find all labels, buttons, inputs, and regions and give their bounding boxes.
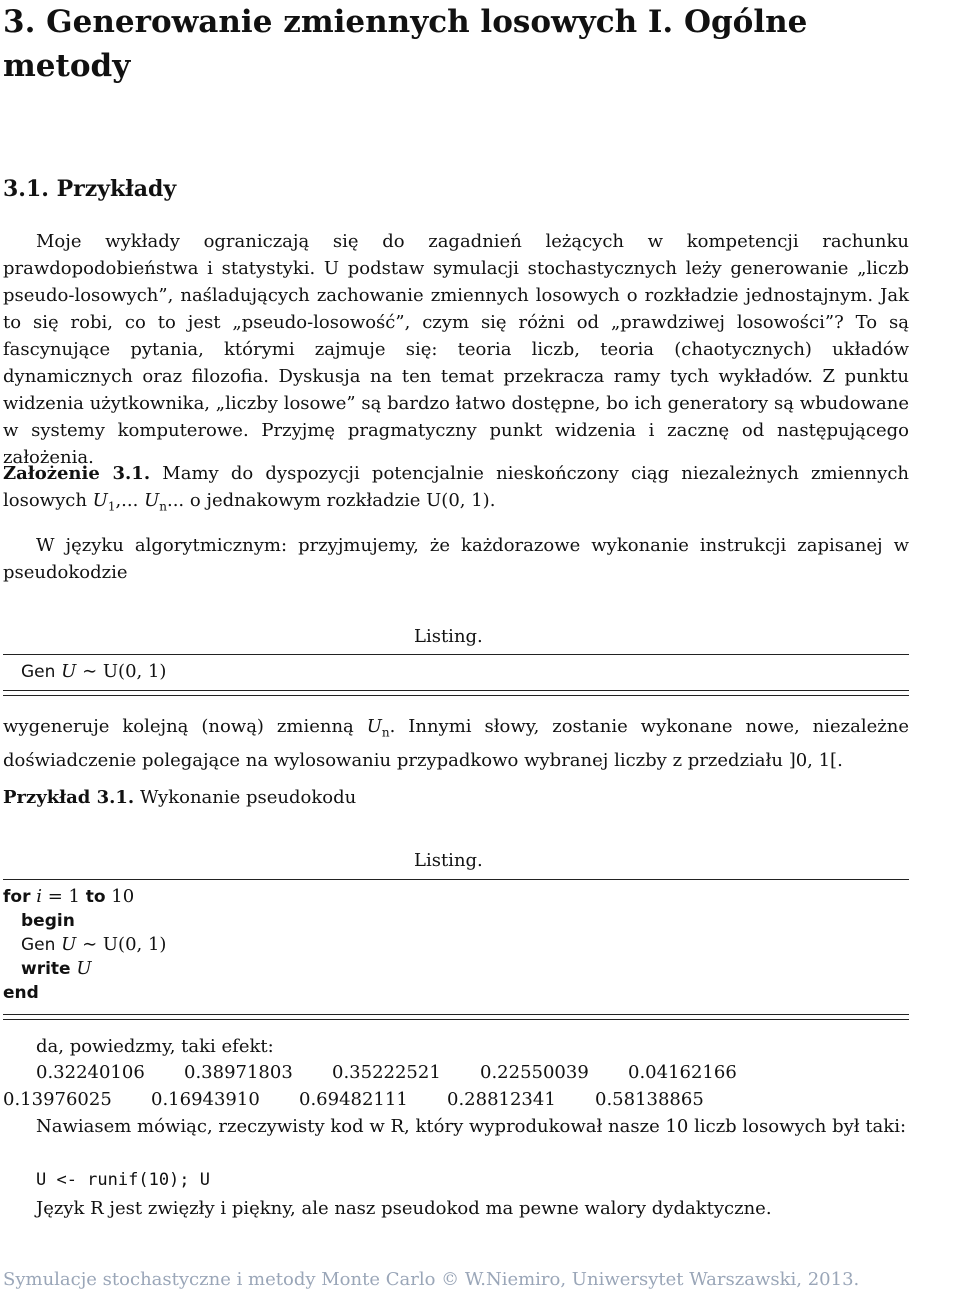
kw-for: for	[3, 887, 31, 907]
listing2-gen-var: U	[61, 934, 77, 955]
result-intro: da, powiedzmy, taki efekt:	[36, 1036, 274, 1057]
example-heading	[3, 784, 356, 811]
assumption-block	[3, 460, 909, 521]
listing2-dist: U(0, 1)	[102, 934, 167, 955]
assumption-var1: U	[92, 490, 108, 511]
after-listing1-paragraph	[3, 713, 909, 774]
number-cell: 0.69482111	[299, 1089, 408, 1110]
assumption-label: Założenie 3.1.	[3, 463, 151, 484]
listing1-gen-keyword: Gen	[21, 662, 56, 682]
numbers-row-1	[36, 1059, 737, 1086]
loop-var: i	[36, 886, 42, 907]
example-label: Przykład 3.1.	[3, 787, 135, 808]
assumption-text-before: Mamy do dyspozycji potencjalnie nieskończony ciąg niezależnych zmiennych losowych	[3, 463, 909, 511]
listing1-code-line	[21, 658, 166, 686]
numbers-row-2	[3, 1086, 704, 1113]
after-listing1-var: U	[366, 716, 382, 737]
number-cell: 0.22550039	[480, 1062, 589, 1083]
listing2-gen-keyword: Gen	[21, 935, 56, 955]
listing2-top-rule	[3, 879, 909, 880]
after-listing1-text-after: . Innymi słowy, zostanie wykonane nowe, niezależne doświadczenie polegające na wylosowaniu przypadkowo wybranej liczby z przedziału ]0, 1[.	[3, 716, 909, 771]
assumption-text-after: ... o jednakowym rozkładzie U(0, 1).	[166, 490, 496, 511]
algorithmic-paragraph: W języku algorytmicznym: przyjmujemy, że każdorazowe wykonanie instrukcji zapisanej w pseudokodzie	[3, 535, 909, 583]
loop-end-value: 10	[111, 886, 135, 907]
assumption-sub1: 1	[107, 499, 116, 514]
number-cell: 0.38971803	[184, 1062, 293, 1083]
chapter-title: 3. Generowanie zmiennych losowych I. Ogólne metody	[3, 4, 808, 84]
number-cell: 0.28812341	[447, 1089, 556, 1110]
listing2-bottom-rule-1	[3, 1014, 909, 1015]
listing2-write-var: U	[76, 958, 92, 979]
listing1-top-rule	[3, 654, 909, 655]
example-text: Wykonanie pseudokodu	[139, 787, 357, 808]
kw-end: end	[3, 983, 39, 1003]
listing2-label: Listing.	[414, 850, 483, 871]
kw-to: to	[85, 887, 106, 907]
listing2-tilde: ∼	[82, 934, 98, 955]
after-listing1-text-before: wygeneruje kolejną (nową) zmienną	[3, 716, 367, 737]
listing1-var: U	[61, 661, 77, 682]
kw-write: write	[21, 959, 71, 979]
number-cell: 0.32240106	[36, 1062, 145, 1083]
assumption-sub2: n	[159, 499, 167, 514]
section-heading: 3.1. Przykłady	[3, 176, 177, 202]
loop-eq: = 1	[47, 886, 80, 907]
assumption-mid: ,...	[115, 490, 145, 511]
number-cell: 0.16943910	[151, 1089, 260, 1110]
assumption-var2: U	[144, 490, 160, 511]
after-listing1-sub: n	[381, 725, 390, 740]
r-paragraph: Nawiasem mówiąc, rzeczywisty kod w R, który wyprodukował nasze 10 liczb losowych był taki:	[36, 1116, 907, 1137]
listing1-bottom-rule-1	[3, 690, 909, 691]
listing2-bottom-rule-2	[3, 1019, 909, 1020]
listing1-dist: U(0, 1)	[102, 661, 167, 682]
number-cell: 0.04162166	[628, 1062, 737, 1083]
kw-begin: begin	[21, 911, 75, 931]
listing1-tilde: ∼	[82, 661, 98, 682]
number-cell: 0.35222521	[332, 1062, 441, 1083]
closing-sentence: Język R jest zwięzły i piękny, ale nasz pseudokod ma pewne walory dydaktyczne.	[36, 1198, 772, 1219]
listing2-line-end	[3, 979, 39, 1007]
intro-paragraph: Moje wykłady ograniczają się do zagadnień leżących w kompetencji rachunku prawdopodobieństwa i statystyki. U podstaw symulacji stochastycznych leży generowanie „liczb pseudo-losowych”, naśladujących zachowanie zmiennych losowych o rozkładzie jednostajnym. Jak to się robi, co to jest „pseudo-losowość”, czym się różni od „prawdziwej losowości”? To są fascynujące pytania, którymi zajmuje się: teoria liczb, teoria (chaotycznych) układów dynamicznych oraz filozofia. Dyskusja na ten temat przekracza ramy tych wykładów. Z punktu widzenia użytkownika, „liczby losowe” są bardzo łatwo dostępne, bo ich generatory są wbudowane w systemy komputerowe. Przyjmę pragmatyczny punkt widzenia i zacznę od następującego założenia.	[3, 231, 909, 468]
page-footer: Symulacje stochastyczne i metody Monte Carlo © W.Niemiro, Uniwersytet Warszawski, 2013.	[3, 1269, 860, 1290]
number-cell: 0.13976025	[3, 1089, 112, 1110]
r-code: U <- runif(10); U	[36, 1170, 210, 1190]
listing1-bottom-rule-2	[3, 695, 909, 696]
number-cell: 0.58138865	[595, 1089, 704, 1110]
listing1-label: Listing.	[414, 626, 483, 647]
